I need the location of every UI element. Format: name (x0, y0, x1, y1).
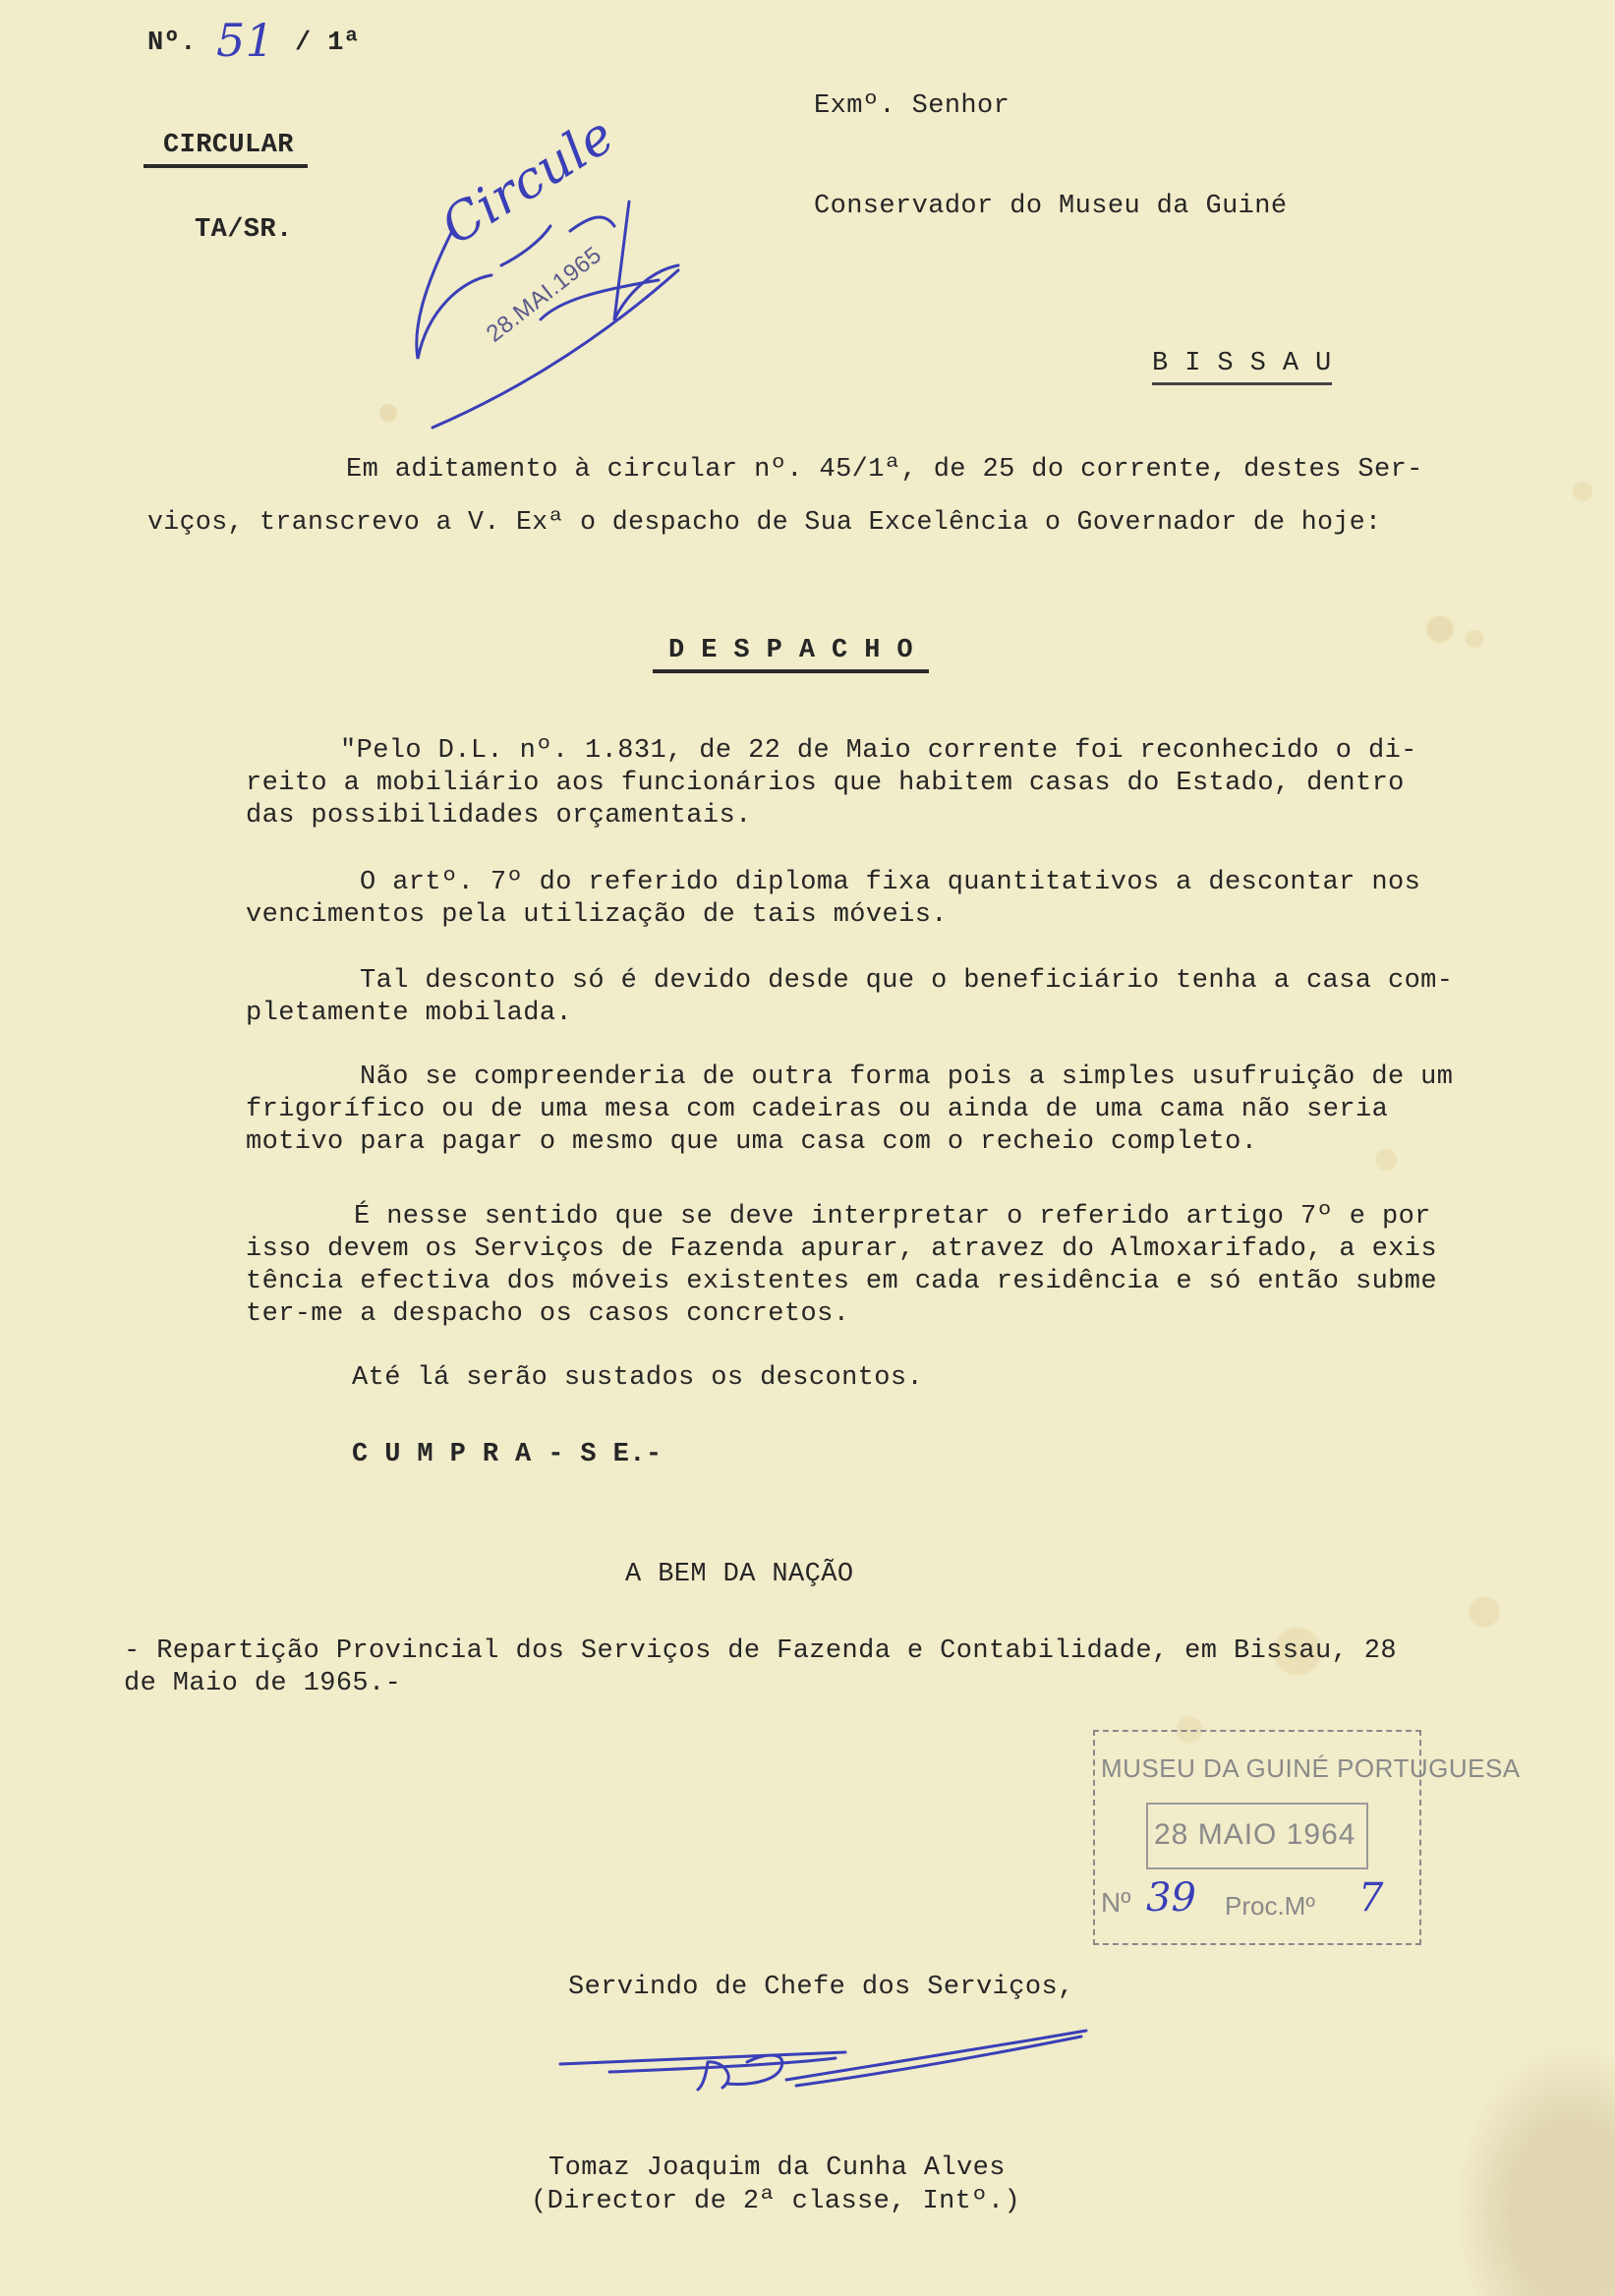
despacho-title: D E S P A C H O (653, 635, 929, 673)
text-line: Não se compreenderia de outra forma pois a simples usufruição de um (360, 1062, 1454, 1092)
stamp-number-value: 39 (1146, 1875, 1196, 1921)
text-line: frigorífico ou de uma mesa com cadeiras ou ainda de uma cama não seria (246, 1095, 1389, 1124)
text-line: pletamente mobilada. (246, 999, 573, 1028)
text-line: O artº. 7º do referido diploma fixa quantitativos a descontar nos (360, 868, 1421, 897)
signatory-title: (Director de 2ª classe, Intº.) (531, 2187, 1021, 2216)
text-line: Tal desconto só é devido desde que o beneficiário tenha a casa com- (360, 966, 1454, 996)
signature-role: Servindo de Chefe dos Serviços, (568, 1973, 1074, 2002)
addressee-role: Conservador do Museu da Guiné (814, 192, 1288, 221)
stamp-number-label: Nº (1101, 1887, 1131, 1918)
text-line: vencimentos pela utilização de tais móveis. (246, 900, 948, 930)
despacho-paragraph-3 (246, 965, 1453, 1030)
addressee-title: Exmº. Senhor (814, 91, 1010, 121)
despacho-paragraph-2 (246, 867, 1420, 932)
intro-line: viços, transcrevo a V. Exª o despacho de Sua Excelência o Governador de hoje: (147, 507, 1382, 537)
museum-stamp (1093, 1730, 1521, 1945)
despacho-paragraph-4 (246, 1062, 1453, 1159)
text-line: - Repartição Provincial dos Serviços de Fazenda e Contabilidade, em Bissau, 28 (124, 1636, 1398, 1666)
text-line: "Pelo D.L. nº. 1.831, de 22 de Maio corrente foi reconhecido o di- (340, 736, 1417, 766)
despacho-paragraph-1 (246, 735, 1417, 832)
text-line: Até lá serão sustados os descontos. (352, 1363, 924, 1393)
text-line: de Maio de 1965.- (124, 1669, 402, 1698)
text-line: É nesse sentido que se deve interpretar o referido artigo 7º e por (354, 1202, 1431, 1232)
intro-line: Em aditamento à circular nº. 45/1ª, de 25 do corrente, destes Ser- (346, 455, 1423, 485)
text-line: isso devem os Serviços de Fazenda apurar, atravez do Almoxarifado, a exis (246, 1234, 1437, 1264)
stamp-title: MUSEU DA GUINÉ PORTUGUESA (1101, 1753, 1521, 1783)
number-label: Nº. (147, 29, 197, 58)
text-line: das possibilidades orçamentais. (246, 801, 752, 831)
received-annotation-text: Circule (431, 105, 625, 258)
text-line: motivo para pagar o mesmo que uma casa com o recheio completo. (246, 1127, 1258, 1157)
received-annotation-date: 28.MAI.1965 (481, 241, 607, 348)
despacho-paragraph-6 (352, 1362, 923, 1395)
reference-code: TA/SR. (195, 215, 293, 245)
addressee-city: B I S S A U (1152, 348, 1332, 385)
signatory-name: Tomaz Joaquim da Cunha Alves (548, 2153, 1006, 2183)
signature-scribble (550, 2023, 1101, 2101)
cumpra-se: C U M P R A - S E.- (352, 1440, 663, 1469)
circular-heading: CIRCULAR (144, 130, 308, 168)
origin-paragraph (124, 1636, 1397, 1700)
text-line: reito a mobiliário aos funcionários que habitem casas do Estado, dentro (246, 769, 1405, 798)
motto: A BEM DA NAÇÃO (625, 1560, 854, 1589)
number-handwritten: 51 (216, 14, 275, 67)
text-line: tência efectiva dos móveis existentes em cada residência e só então subme (246, 1267, 1437, 1296)
intro-paragraph (147, 454, 1423, 539)
number-suffix: / 1ª (295, 29, 361, 58)
stamp-proc-value: 7 (1358, 1875, 1384, 1921)
stamp-date: 28 MAIO 1964 (1154, 1818, 1356, 1851)
despacho-paragraph-5 (246, 1201, 1437, 1331)
text-line: ter-me a despacho os casos concretos. (246, 1299, 850, 1329)
stamp-proc-label: Proc.Mº (1225, 1891, 1315, 1921)
